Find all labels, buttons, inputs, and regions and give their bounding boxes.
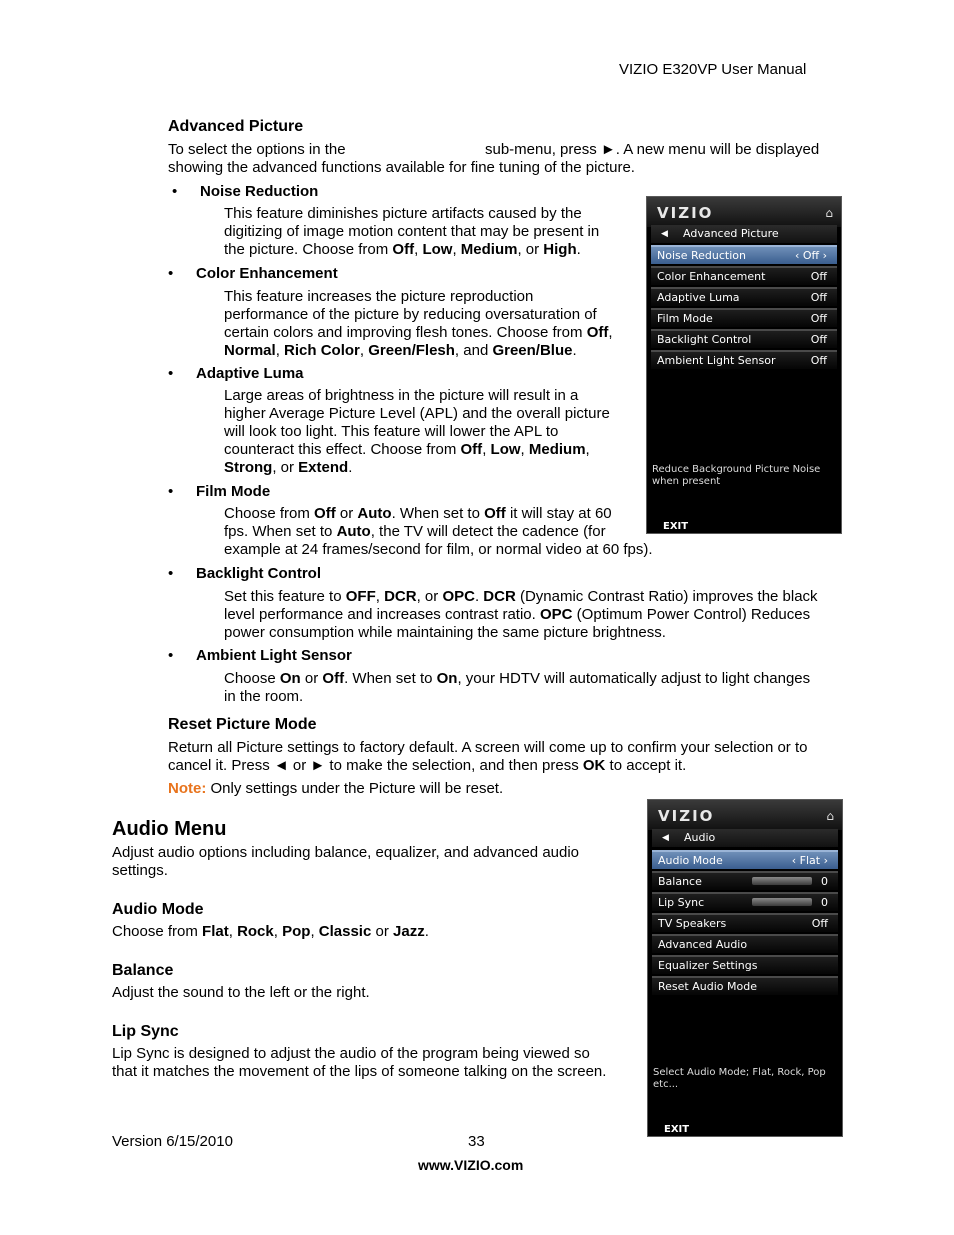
text-line: that it matches the movement of the lips of someone talking on the screen.: [112, 1063, 607, 1080]
row-value: Off: [810, 270, 827, 283]
adaptive-luma-text: [224, 387, 634, 477]
text-line: Lip Sync is designed to adjust the audio of the program being viewed so: [112, 1045, 590, 1062]
bullet-dot: •: [168, 483, 174, 500]
text-line: Adjust audio options including balance, equalizer, and advanced audio: [112, 844, 580, 861]
row-name: Balance: [658, 875, 702, 888]
text-line: the picture. Choose from Off, Low, Medium, or High.: [224, 241, 581, 258]
row-name: Lip Sync: [658, 896, 705, 909]
text-line: Normal, Rich Color, Green/Flesh, and Green/Blue.: [224, 342, 577, 359]
row-name: TV Speakers: [658, 917, 727, 930]
text-line: in the room.: [224, 688, 304, 705]
back-arrow-icon: ◀: [661, 229, 668, 239]
advanced-picture-intro-a: To select the options in the: [168, 141, 346, 158]
tv-row-audio-mode[interactable]: [652, 850, 838, 869]
balance-heading: Balance: [112, 962, 174, 979]
audio-mode-heading: Audio Mode: [112, 901, 204, 918]
bullet-film-mode: [168, 483, 271, 501]
row-name: Backlight Control: [657, 333, 752, 346]
submenu-label: Advanced Picture: [683, 227, 779, 240]
backlight-control-text: [224, 588, 854, 642]
text-line: This feature increases the picture reproduction: [224, 288, 534, 305]
reset-picture-mode-text: [168, 739, 858, 775]
bullet-dot: •: [168, 565, 174, 582]
reset-picture-mode-heading: Reset Picture Mode: [168, 716, 317, 733]
text-line: Choose On or Off. When set to On, your HDTV will automatically adjust to light changes: [224, 670, 811, 687]
back-arrow-icon: ◀: [662, 833, 669, 843]
row-name: Film Mode: [657, 312, 713, 325]
text-line: Large areas of brightness in the picture will result in a: [224, 387, 579, 404]
lip-sync-heading: Lip Sync: [112, 1023, 179, 1040]
tv-row-advanced-audio[interactable]: [652, 934, 838, 953]
text-line: certain colors and improving flesh tones. Choose from Off,: [224, 324, 613, 341]
tv-audio-menu: [647, 799, 843, 1137]
text-line: cancel it. Press ◄ or ► to make the selection, and then press OK to accept it.: [168, 757, 687, 774]
row-value: ‹ Off ›: [795, 247, 827, 264]
tv-menu-header: [648, 800, 842, 830]
text-line: Set this feature to OFF, DCR, or OPC. DCR (Dynamic Contrast Ratio) improves the black: [224, 588, 818, 605]
row-name: Color Enhancement: [657, 270, 766, 283]
row-value: Off: [810, 291, 827, 304]
row-value: Off: [810, 333, 827, 346]
text-line: level performance and increases contrast ratio. OPC (Optimum Power Control) Reduces: [224, 606, 811, 623]
color-enhancement-text: [224, 288, 634, 360]
bullet-adaptive-luma: [168, 365, 304, 383]
note-label: Note:: [168, 780, 207, 797]
row-name: Reset Audio Mode: [658, 980, 757, 993]
tv-row-noise-reduction[interactable]: [651, 245, 837, 264]
audio-mode-text: Choose from Flat, Rock, Pop, Classic or Jazz.: [112, 923, 429, 940]
submenu-label: Audio: [684, 831, 716, 844]
tv-row-film-mode[interactable]: [651, 308, 837, 327]
balance-text: Adjust the sound to the left or the right.: [112, 984, 370, 1001]
bullet-dot: •: [168, 647, 174, 664]
vizio-logo: VIZIO: [657, 204, 714, 222]
tv-exit-button[interactable]: EXIT: [664, 1124, 690, 1135]
tv-submenu-title[interactable]: [651, 225, 837, 243]
adaptive-luma-title: Adaptive Luma: [196, 365, 304, 382]
text-line: Return all Picture settings to factory default. A screen will come up to confirm your selection or to: [168, 739, 808, 756]
tv-row-backlight-control[interactable]: [651, 329, 837, 348]
advanced-picture-intro-c: showing the advanced functions available for fine tuning of the picture.: [168, 159, 635, 176]
text-line: settings.: [112, 862, 168, 879]
vizio-logo: VIZIO: [658, 807, 715, 825]
row-name: Equalizer Settings: [658, 959, 758, 972]
advanced-picture-intro-b: sub-menu, press ►. A new menu will be displayed: [485, 141, 820, 158]
audio-menu-heading: Audio Menu: [112, 818, 227, 840]
row-value: 0: [821, 875, 828, 888]
row-name: Audio Mode: [658, 854, 723, 867]
row-name: Adaptive Luma: [657, 291, 740, 304]
row-value: ‹ Flat ›: [792, 852, 828, 869]
backlight-control-title: Backlight Control: [196, 565, 322, 582]
bullet-backlight-control: [168, 565, 322, 583]
row-name: Advanced Audio: [658, 938, 748, 951]
footer-page-number: 33: [468, 1133, 485, 1150]
home-icon[interactable]: ⌂: [826, 809, 834, 823]
text-line: fps. When set to Auto, the TV will detect the cadence (for: [224, 523, 606, 540]
ambient-light-sensor-title: Ambient Light Sensor: [196, 647, 352, 664]
note-text: Only settings under the Picture will be reset.: [206, 780, 504, 797]
lip-sync-text: [112, 1045, 642, 1081]
tv-menu-header: [647, 197, 841, 227]
noise-reduction-text: [224, 205, 634, 259]
footer-version: Version 6/15/2010: [112, 1133, 233, 1150]
footer-website[interactable]: www.VIZIO.com: [418, 1157, 524, 1173]
text-line: digitizing of image motion content that may be present in: [224, 223, 600, 240]
bullet-dot: •: [172, 183, 178, 200]
tv-row-balance[interactable]: [652, 871, 838, 890]
tv-row-adaptive-luma[interactable]: [651, 287, 837, 306]
row-name: Noise Reduction: [657, 249, 746, 262]
manual-title: VIZIO E320VP User Manual: [619, 61, 807, 78]
text-line: will look too light. This feature will lower the APL to: [224, 423, 559, 440]
tv-advanced-picture-menu: [646, 196, 842, 534]
reset-picture-note: [168, 780, 503, 798]
text-line: higher Average Picture Level (APL) and the overall picture: [224, 405, 610, 422]
tv-row-tv-speakers[interactable]: [652, 913, 838, 932]
bullet-dot: •: [168, 265, 174, 282]
row-value: Off: [811, 917, 828, 930]
color-enhancement-title: Color Enhancement: [196, 265, 338, 282]
bullet-color-enhancement: [168, 265, 338, 283]
lip-sync-slider[interactable]: [752, 898, 812, 906]
tv-row-lip-sync[interactable]: [652, 892, 838, 911]
tv-exit-button[interactable]: EXIT: [663, 521, 689, 532]
film-mode-title: Film Mode: [196, 483, 271, 500]
tv-row-equalizer-settings[interactable]: [652, 955, 838, 974]
bullet-noise-reduction: [172, 183, 319, 201]
noise-reduction-title: Noise Reduction: [200, 183, 319, 200]
bullet-ambient-light-sensor: [168, 647, 352, 665]
row-name: Ambient Light Sensor: [657, 354, 776, 367]
tv-submenu-title[interactable]: [652, 829, 838, 847]
text-line: power consumption while maintaining the same picture brightness.: [224, 624, 666, 641]
advanced-picture-heading: Advanced Picture: [168, 118, 304, 135]
text-line: counteract this effect. Choose from Off, Low, Medium,: [224, 441, 590, 458]
home-icon[interactable]: ⌂: [825, 206, 833, 220]
text-line: This feature diminishes picture artifacts caused by the: [224, 205, 582, 222]
row-value: Off: [810, 354, 827, 367]
text-line: Strong, or Extend.: [224, 459, 353, 476]
tv-row-color-enhancement[interactable]: [651, 266, 837, 285]
text-line: Choose from Off or Auto. When set to Off it will stay at 60: [224, 505, 612, 522]
row-value: 0: [821, 896, 828, 909]
ambient-light-sensor-text: [224, 670, 854, 706]
row-value: Off: [810, 312, 827, 325]
tv-row-reset-audio-mode[interactable]: [652, 976, 838, 995]
text-line: example at 24 frames/second for film, or normal video at 60 fps).: [224, 541, 653, 558]
tv-row-ambient-light-sensor[interactable]: [651, 350, 837, 369]
text-line: performance of the picture by reducing oversaturation of: [224, 306, 597, 323]
audio-menu-intro: [112, 844, 632, 880]
tv-description: Reduce Background Picture Noise when present: [652, 464, 821, 487]
bullet-dot: •: [168, 365, 174, 382]
balance-slider[interactable]: [752, 877, 812, 885]
tv-description: Select Audio Mode; Flat, Rock, Pop etc...: [653, 1067, 826, 1090]
